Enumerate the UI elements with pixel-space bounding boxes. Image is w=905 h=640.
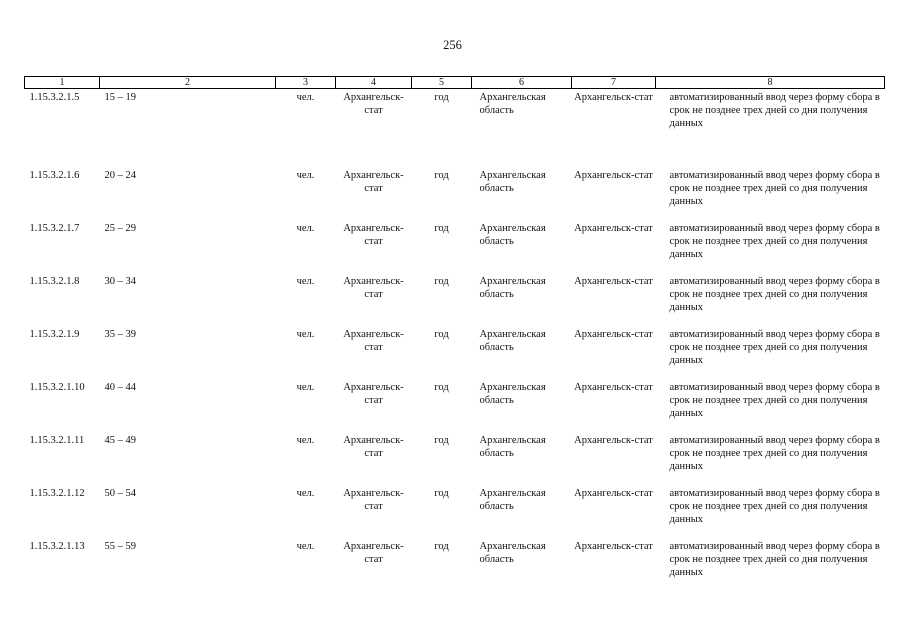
row-age-group: 15 – 19	[104, 92, 136, 103]
header-cell: 3	[276, 77, 336, 89]
header-cell: 5	[412, 77, 472, 89]
row-method: автоматизированный ввод через форму сбора в срок не позднее трех дней со дня получения данных	[669, 275, 880, 313]
row-period: год	[434, 434, 449, 446]
row-age-group: 25 – 29	[104, 222, 136, 234]
column-number-header	[25, 77, 885, 89]
row-code: 1.15.3.2.1.10	[29, 381, 85, 393]
table-row	[25, 220, 885, 273]
row-territory: Архангельская область	[479, 328, 546, 353]
row-method: автоматизированный ввод через форму сбора в срок не позднее трех дней со дня получения данных	[669, 169, 880, 207]
table-row	[25, 167, 885, 220]
row-unit: чел.	[296, 381, 315, 393]
row-period: год	[434, 487, 449, 499]
row-age-group: 40 – 44	[104, 381, 136, 393]
row-age-group: 50 – 54	[104, 487, 136, 499]
table-row	[25, 379, 885, 432]
row-source: Архангельск-стат	[343, 381, 404, 406]
row-method: автоматизированный ввод через форму сбора в срок не позднее трех дней со дня получения данных	[669, 328, 880, 366]
row-responsible: Архангельск-стат	[574, 222, 653, 234]
row-method: автоматизированный ввод через форму сбора в срок не позднее трех дней со дня получения данных	[669, 540, 880, 578]
row-territory: Архангельская область	[479, 222, 546, 247]
row-responsible: Архангельск-стат	[574, 381, 653, 393]
row-territory: Архангельская область	[479, 540, 546, 565]
row-responsible: Архангельск-стат	[574, 275, 653, 287]
row-code: 1.15.3.2.1.11	[29, 434, 85, 446]
row-responsible: Архангельск-стат	[574, 328, 653, 340]
row-unit: чел.	[296, 328, 315, 340]
row-source: Архангельск-стат	[343, 92, 404, 116]
row-responsible: Архангельск-стат	[574, 169, 653, 181]
row-code: 1.15.3.2.1.5	[29, 92, 80, 103]
row-responsible: Архангельск-стат	[574, 92, 653, 103]
row-period: год	[434, 92, 449, 103]
row-code: 1.15.3.2.1.8	[29, 275, 80, 287]
row-method: автоматизированный ввод через форму сбора в срок не позднее трех дней со дня получения данных	[669, 92, 880, 129]
table-row	[25, 89, 885, 167]
row-method: автоматизированный ввод через форму сбора в срок не позднее трех дней со дня получения данных	[669, 434, 880, 472]
row-code: 1.15.3.2.1.12	[29, 487, 85, 499]
row-age-group: 55 – 59	[104, 540, 136, 552]
row-age-group: 35 – 39	[104, 328, 136, 340]
row-responsible: Архангельск-стат	[574, 487, 653, 499]
row-territory: Архангельская область	[479, 487, 546, 512]
row-code: 1.15.3.2.1.7	[29, 222, 80, 234]
row-territory: Архангельская область	[479, 169, 546, 194]
row-age-group: 45 – 49	[104, 434, 136, 446]
header-cell: 6	[472, 77, 572, 89]
row-age-group: 30 – 34	[104, 275, 136, 287]
row-unit: чел.	[296, 169, 315, 181]
row-unit: чел.	[296, 275, 315, 287]
row-source: Архангельск-стат	[343, 222, 404, 247]
indicator-table	[24, 76, 885, 591]
row-unit: чел.	[296, 540, 315, 552]
row-age-group: 20 – 24	[104, 169, 136, 181]
row-territory: Архангельская область	[479, 92, 546, 116]
row-territory: Архангельская область	[479, 381, 546, 406]
table-row	[25, 326, 885, 379]
row-code: 1.15.3.2.1.9	[29, 328, 80, 340]
table-row	[25, 273, 885, 326]
row-responsible: Архангельск-стат	[574, 434, 653, 446]
row-unit: чел.	[296, 92, 315, 103]
row-source: Архангельск-стат	[343, 169, 404, 194]
row-source: Архангельск-стат	[343, 275, 404, 300]
row-method: автоматизированный ввод через форму сбора в срок не позднее трех дней со дня получения данных	[669, 222, 880, 260]
table-row	[25, 485, 885, 538]
row-source: Архангельск-стат	[343, 434, 404, 459]
row-period: год	[434, 222, 449, 234]
row-method: автоматизированный ввод через форму сбора в срок не позднее трех дней со дня получения данных	[669, 487, 880, 525]
row-period: год	[434, 328, 449, 340]
row-unit: чел.	[296, 222, 315, 234]
row-code: 1.15.3.2.1.6	[29, 169, 80, 181]
header-cell: 8	[656, 77, 885, 89]
row-period: год	[434, 381, 449, 393]
header-cell: 2	[100, 77, 276, 89]
row-code: 1.15.3.2.1.13	[29, 540, 85, 552]
row-period: год	[434, 540, 449, 552]
row-period: год	[434, 275, 449, 287]
row-source: Архангельск-стат	[343, 487, 404, 512]
row-source: Архангельск-стат	[343, 328, 404, 353]
row-unit: чел.	[296, 487, 315, 499]
row-territory: Архангельская область	[479, 275, 546, 300]
header-cell: 4	[336, 77, 412, 89]
table-row	[25, 432, 885, 485]
row-period: год	[434, 169, 449, 181]
header-cell: 1	[25, 77, 100, 89]
row-responsible: Архангельск-стат	[574, 540, 653, 552]
row-unit: чел.	[296, 434, 315, 446]
table-row	[25, 538, 885, 591]
row-territory: Архангельская область	[479, 434, 546, 459]
header-cell: 7	[572, 77, 656, 89]
row-method: автоматизированный ввод через форму сбора в срок не позднее трех дней со дня получения данных	[669, 381, 880, 419]
row-source: Архангельск-стат	[343, 540, 404, 565]
page-number: 256	[443, 38, 462, 52]
